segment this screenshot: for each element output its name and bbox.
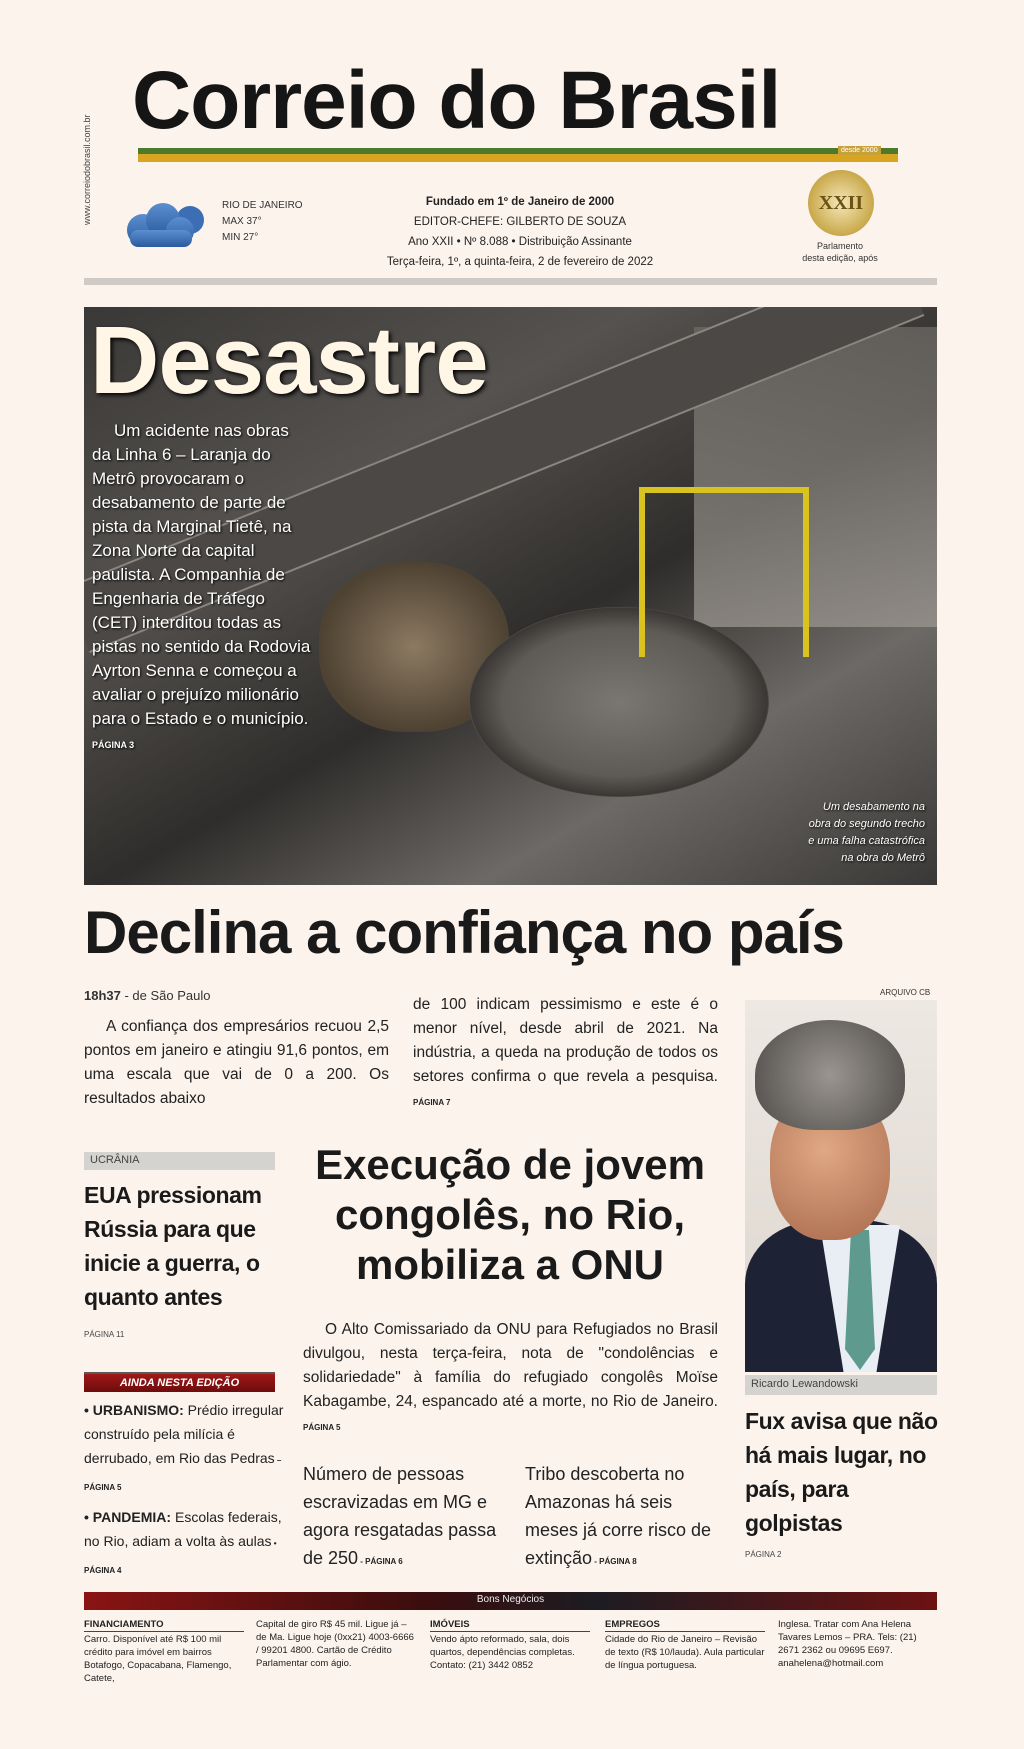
issue-line: Ano XXII • Nº 8.088 • Distribuição Assinante <box>408 236 632 248</box>
sub-story-text: Tribo descoberta no Amazonas há seis meses já corre risco de extinção <box>525 1464 712 1568</box>
time: 18h37 <box>84 988 121 1003</box>
classified-text: Vendo ápto reformado, sala, dois quartos, dependências completas. Contato: (21) 3442 0852 <box>430 1634 575 1671</box>
classified-text: Inglesa. Tratar com Ana Helena Tavares Lemos – PRA. Tels: (21) 2671 2362 ou 09695 E697. anahelena@hotmail.com <box>778 1619 917 1669</box>
editor-line: EDITOR-CHEFE: GILBERTO DE SOUZA <box>413 216 627 228</box>
weather-max: MAX 37° <box>222 216 262 227</box>
center-body <box>303 1318 718 1440</box>
brief-tag: • PANDEMIA: <box>84 1509 172 1525</box>
brief-text: Prédio irregular construído pela milícia é derrubado, em Rio das Pedras <box>84 1402 284 1466</box>
weather-city: RIO DE JANEIRO <box>222 200 303 211</box>
main-ref[interactable]: PÁGINA 7 <box>413 1098 451 1107</box>
seal-numeral: XXII <box>818 191 864 214</box>
section-tag: UCRÂNIA <box>84 1152 275 1170</box>
lead-text <box>92 419 312 757</box>
classified-text: Carro. Disponível até R$ 100 mil crédito para imóvel em bairros Botafogo, Copacabana, Flamengo, Catete, <box>84 1634 232 1684</box>
main-col-2-text: de 100 indicam pessimismo e este é o menor nível, desde abril de 2021. Na indústria, a queda na produção de todos os setores confirma o que revela a pesquisa. <box>413 996 718 1085</box>
left-headline[interactable]: EUA pressionam Rússia para que inicie a guerra, o quanto antes <box>84 1182 262 1310</box>
since-badge: desde 2000 <box>838 146 881 155</box>
classified-title: IMÓVEIS <box>430 1618 590 1632</box>
sub-story[interactable] <box>525 1460 730 1576</box>
photo-credit: ARQUIVO CB <box>880 988 931 997</box>
classified-title: FINANCIAMENTO <box>84 1618 244 1632</box>
center-headline[interactable]: Execução de jovem congolês, no Rio, mobiliza a ONU <box>315 1141 705 1288</box>
right-headline[interactable]: Fux avisa que não há mais lugar, no país, para golpistas <box>745 1408 938 1536</box>
brief-item[interactable] <box>84 1505 284 1583</box>
classified-item <box>778 1618 938 1670</box>
location: - de São Paulo <box>120 988 211 1003</box>
founded-line: Fundado em 1º de Janeiro de 2000 <box>425 196 615 208</box>
center-body-text: O Alto Comissariado da ONU para Refugiados no Brasil divulgou, nesta terça-feira, nota de "condolências e solidariedade" à família do refugiado congolês Moïse Kabagambe, 24, espancado até a morte, no Rio de Janeiro. <box>303 1321 718 1410</box>
classified-item <box>430 1618 590 1672</box>
classified-item <box>256 1618 416 1670</box>
classifieds-bar: Bons Negócios <box>84 1592 937 1610</box>
seal-caption-line: Parlamento <box>816 241 864 251</box>
weather-box <box>222 198 303 246</box>
sub-story-ref[interactable]: - PÁGINA 6 <box>358 1557 403 1566</box>
weather-min: MIN 27° <box>222 232 259 243</box>
photo-caption: Um desabamento na obra do segundo trecho e uma falha catastrófica na obra do Metrô <box>808 801 925 864</box>
lead-ref[interactable]: PÁGINA 3 <box>92 740 135 750</box>
sub-story-ref[interactable]: - PÁGINA 8 <box>592 1557 637 1566</box>
date-line: Terça-feira, 1º, a quinta-feira, 2 de fevereiro de 2022 <box>386 256 654 268</box>
site-url[interactable]: www.correiodobrasil.com.br <box>82 114 92 226</box>
center-ref[interactable]: PÁGINA 5 <box>303 1423 341 1432</box>
main-headline[interactable]: Declina a confiança no país <box>84 899 844 966</box>
cloud-icon <box>118 202 213 247</box>
sub-story-text: Número de pessoas escravizadas em MG e agora resgatadas passa de 250 <box>303 1464 497 1568</box>
also-in-edition-bar: AINDA NESTA EDIÇÃO <box>84 1372 275 1392</box>
portrait-label: Ricardo Lewandowski <box>745 1375 937 1395</box>
lead-body: Um acidente nas obras da Linha 6 – Laranja do Metrô provocaram o desabamento de parte de pista da Marginal Tietê, na Zona Norte da capital paulista. A Companhia de Engenharia de Tráfego (CET) interditou todas as pistas no sentido da Rodovia Ayrton Senna e começou a avaliar o prejuízo milionário para o Estado e o município. <box>92 421 311 728</box>
classified-text: Capital de giro R$ 45 mil. Ligue já – de Ma. Ligue hoje (0xx21) 4003-6666 / 99201 4800. Cartão de Crédito Parlamentar com ágio. <box>256 1619 414 1669</box>
classified-item <box>605 1618 765 1672</box>
dateline <box>84 988 211 1003</box>
classified-text: Cidade do Rio de Janeiro – Revisão de texto (R$ 10/lauda). Aula particular de língua portuguesa. <box>605 1634 765 1671</box>
masthead-stripe-gold <box>138 154 898 162</box>
hair <box>755 1020 905 1130</box>
header-rule <box>84 278 937 285</box>
brief-ref[interactable]: – PÁGINA 5 <box>84 1456 282 1492</box>
classified-title: EMPREGOS <box>605 1618 765 1632</box>
seal-caption <box>780 240 900 264</box>
right-ref[interactable]: PÁGINA 2 <box>745 1550 782 1559</box>
crane <box>639 487 809 657</box>
brief-text: Escolas federais, no Rio, adiam a volta às aulas <box>84 1509 282 1549</box>
lead-photo[interactable] <box>84 307 937 885</box>
classified-item <box>84 1618 244 1685</box>
left-ref[interactable]: PÁGINA 11 <box>84 1330 125 1339</box>
brief-ref[interactable]: • PÁGINA 4 <box>84 1539 277 1575</box>
seal-caption-line: desta edição, após <box>802 253 878 263</box>
sub-story[interactable] <box>303 1460 513 1576</box>
lead-title[interactable]: Desastre <box>90 307 488 414</box>
portrait-photo[interactable] <box>745 1000 937 1372</box>
brief-tag: • URBANISMO: <box>84 1402 184 1418</box>
edition-info <box>330 192 710 272</box>
masthead-title: Correio do Brasil <box>132 55 781 146</box>
brief-item[interactable] <box>84 1398 284 1500</box>
anniversary-seal <box>808 170 874 236</box>
main-col-1: A confiança dos empresários recuou 2,5 pontos em janeiro e atingiu 91,6 pontos, em uma escala que vai de 0 a 200. Os resultados abaixo <box>84 1018 389 1107</box>
main-col-2 <box>413 993 718 1115</box>
